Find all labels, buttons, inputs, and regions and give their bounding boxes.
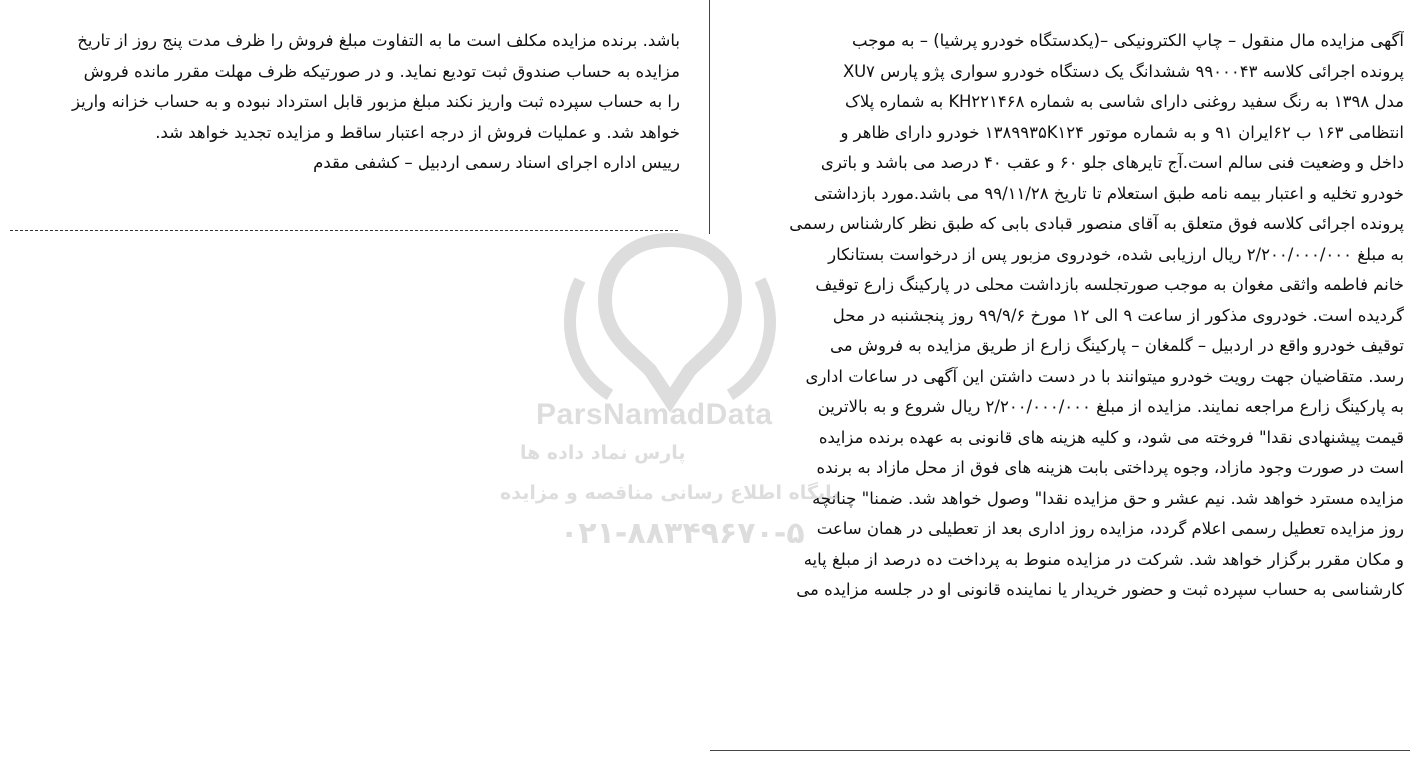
notice-line: قیمت پیشنهادی نقدا" فروخته می شود، و کلیه هزینه های قانونی به عهده برنده مزایده [818,427,1404,447]
notice-line: پرونده اجرائی کلاسه فوق متعلق به آقای منصور قبادی بابی که طبق نظر کارشناس رسمی [789,214,1404,233]
notice-line: مدل ۱۳۹۸ به رنگ سفید روغنی دارای شاسی به شماره KH۲۲۱۴۶۸ به شماره پلاک [845,92,1404,111]
notice-right-column [718,26,1404,726]
notice-line: خواهد شد. و عملیات فروش از درجه اعتبار ساقط و مزایده تجدید خواهد شد. [155,122,680,142]
watermark-tagline-2: پایگاه اطلاع رسانی مناقصه و مزایده [500,482,840,504]
notice-line: است در صورت وجود مازاد، وجوه پرداختی بابت هزینه های فوق از محل مازاد به برنده [816,458,1404,477]
notice-line: توقیف خودرو واقع در اردبیل – گلمغان – پارکینگ زارع از طریق مزایده به فروش می [830,336,1404,355]
column-divider [709,0,710,234]
notice-line: گردیده است. خودروی مذکور از ساعت ۹ الی ۱۲ مورخ ۹۹/۹/۶ روز پنجشنبه در محل [832,305,1404,325]
notice-line: خانم فاطمه واثقی مغوان به موجب صورتجلسه بازداشت محلی در پارکینگ زارع توقیف [815,275,1404,294]
notice-left-column [8,26,680,179]
notice-line: خودرو تخلیه و اعتبار بیمه نامه طبق استعلام تا تاریخ ۹۹/۱۱/۲۸ می باشد.مورد بازداشتی [813,183,1404,203]
notice-line: انتظامی ۱۶۳ ب ۶۲ایران ۹۱ و به شماره موتور ۱۳۸۹۹۳۵K۱۲۴ خودرو دارای ظاهر و [840,122,1404,142]
watermark-tagline: پارس نماد داده ها [520,442,686,464]
notice-line: به مبلغ ۲/۲۰۰/۰۰۰/۰۰۰ ریال ارزیابی شده، خودروی مزبور پس از درخواست بستانکار [828,244,1404,264]
notice-line: را به حساب سپرده ثبت واریز نکند مبلغ مزبور قابل استرداد نبوده و به حساب خزانه واریز [71,92,680,111]
notice-line: آگهی مزایده مال منقول – چاپ الکترونیکی –(یکدستگاه خودرو پرشیا) – به موجب [852,31,1404,50]
notice-line: باشد. برنده مزایده مکلف است ما به التفاوت مبلغ فروش را ظرف مدت پنج روز از تاریخ [77,31,680,50]
notice-line: مزایده به حساب صندوق ثبت تودیع نماید. و در صورتیکه ظرف مهلت مقرر مانده فروش [83,61,680,81]
watermark-phone: ۰۲۱-۸۸۳۴۹۶۷۰-۵ [560,516,805,551]
notice-line: کارشناسی به حساب سپرده ثبت و حضور خریدار یا نماینده قانونی او در جلسه مزایده می [796,580,1404,599]
notice-line: رییس اداره اجرای اسناد رسمی اردبیل – کشفی مقدم [313,153,680,172]
notice-line: داخل و وضعیت فنی سالم است.آج تایرهای جلو ۶۰ و عقب ۴۰ درصد می باشد و باتری [820,153,1404,172]
notice-line: رسد. متقاضیان جهت رویت خودرو میتوانند با در دست داشتن این آگهی در ساعات اداری [805,366,1404,386]
notice-line: و مکان مقرر برگزار خواهد شد. شرکت در مزایده منوط به پرداخت ده درصد از مبلغ پایه [803,549,1404,569]
notice-line: به پارکینگ زارع مراجعه نمایند. مزایده از مبلغ ۲/۲۰۰/۰۰۰/۰۰۰ ریال شروع و به بالاترین [817,397,1404,416]
dashed-separator [10,230,678,231]
notice-line: روز مزایده تعطیل رسمی اعلام گردد، مزایده روز اداری بعد از تعطیلی در همان ساعت [816,519,1404,538]
notice-line: پرونده اجرائی کلاسه ۹۹۰۰۰۴۳ ششدانگ یک دستگاه خودرو سواری پژو پارس XU۷ [842,61,1404,81]
bottom-rule [710,750,1410,751]
notice-line: مزایده مسترد خواهد شد. نیم عشر و حق مزایده نقدا" وصول خواهد شد. ضمنا" چنانچه [812,488,1404,508]
watermark-brand: ParsNamadData [536,398,773,431]
